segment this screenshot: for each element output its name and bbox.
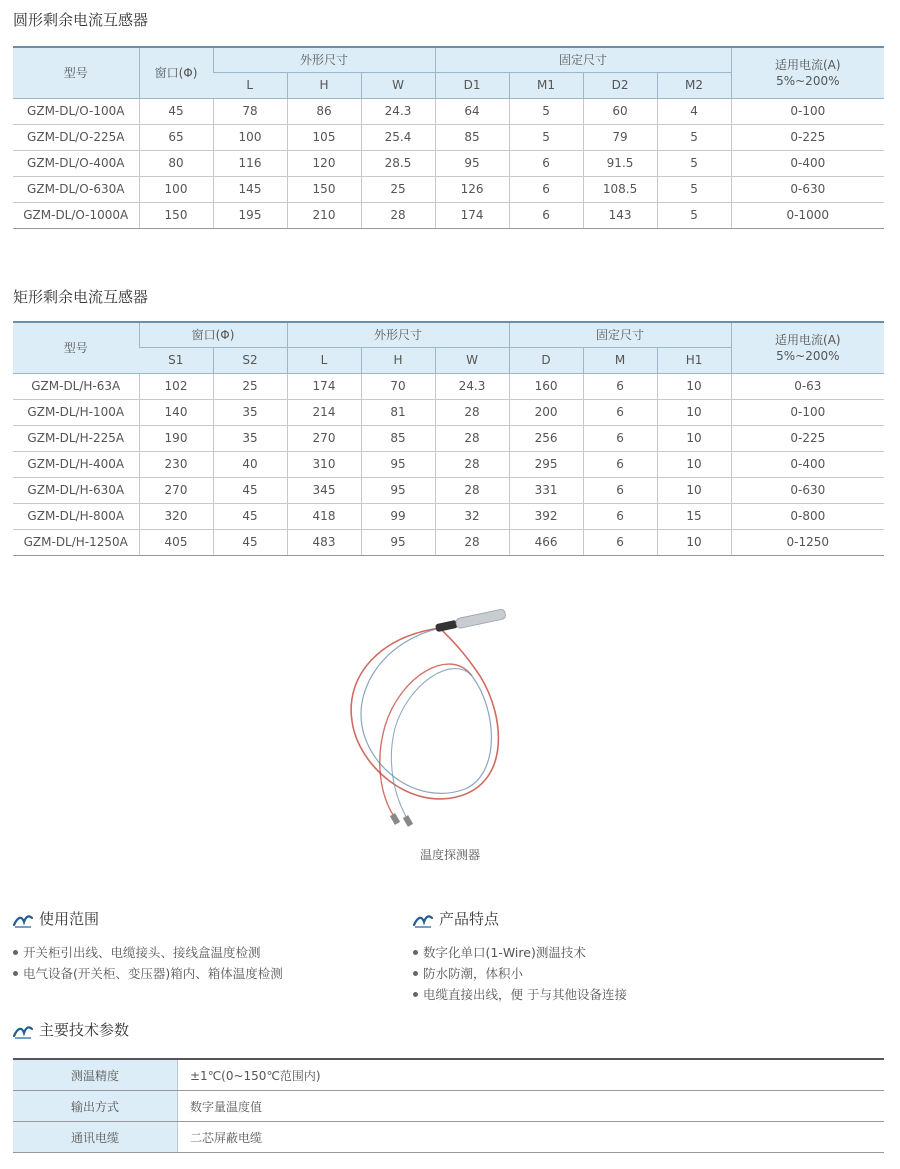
rect-value-cell: 345 bbox=[287, 477, 361, 503]
rect-value-cell: 40 bbox=[213, 451, 287, 477]
rect-value-cell: 10 bbox=[657, 399, 731, 425]
rect-value-cell: 85 bbox=[361, 425, 435, 451]
round-value-cell: 91.5 bbox=[583, 150, 657, 176]
param-key: 通讯电缆 bbox=[13, 1122, 178, 1153]
round-sub-header: L bbox=[213, 72, 287, 98]
round-header-window: 窗口(Φ) bbox=[139, 47, 213, 98]
rect-header-outer: 外形尺寸 bbox=[287, 322, 509, 347]
rect-value-cell: 0-800 bbox=[731, 503, 884, 529]
param-key: 输出方式 bbox=[13, 1091, 178, 1122]
round-model-cell: GZM-DL/O-400A bbox=[13, 150, 139, 176]
round-value-cell: 126 bbox=[435, 176, 509, 202]
rect-value-cell: 0-63 bbox=[731, 373, 884, 399]
rect-value-cell: 99 bbox=[361, 503, 435, 529]
rect-value-cell: 320 bbox=[139, 503, 213, 529]
usage-list bbox=[13, 942, 283, 984]
rect-table-row bbox=[13, 399, 884, 425]
rect-section-title: 矩形剩余电流互感器 bbox=[13, 288, 149, 306]
rect-value-cell: 331 bbox=[509, 477, 583, 503]
round-value-cell: 0-400 bbox=[731, 150, 884, 176]
rect-spec-table bbox=[13, 321, 884, 556]
round-value-cell: 28.5 bbox=[361, 150, 435, 176]
round-value-cell: 25.4 bbox=[361, 124, 435, 150]
round-value-cell: 5 bbox=[509, 98, 583, 124]
rect-value-cell: 70 bbox=[361, 373, 435, 399]
round-value-cell: 150 bbox=[139, 202, 213, 228]
rect-value-cell: 10 bbox=[657, 529, 731, 555]
round-value-cell: 28 bbox=[361, 202, 435, 228]
rect-header-model: 型号 bbox=[13, 322, 139, 373]
round-sub-header: H bbox=[287, 72, 361, 98]
rect-value-cell: 6 bbox=[583, 399, 657, 425]
round-value-cell: 0-1000 bbox=[731, 202, 884, 228]
sensor-caption: 温度探测器 bbox=[419, 848, 480, 862]
rect-value-cell: 28 bbox=[435, 425, 509, 451]
rect-table-row bbox=[13, 451, 884, 477]
rect-value-cell: 32 bbox=[435, 503, 509, 529]
rect-value-cell: 200 bbox=[509, 399, 583, 425]
rect-value-cell: 10 bbox=[657, 477, 731, 503]
round-value-cell: 0-225 bbox=[731, 124, 884, 150]
rect-value-cell: 10 bbox=[657, 425, 731, 451]
round-table-row bbox=[13, 202, 884, 228]
rect-table-row bbox=[13, 529, 884, 555]
feature-item bbox=[413, 942, 627, 963]
usage-item bbox=[13, 963, 283, 984]
rect-sub-header: W bbox=[435, 347, 509, 373]
brand-logo-icon bbox=[13, 912, 33, 928]
rect-value-cell: 95 bbox=[361, 451, 435, 477]
round-value-cell: 120 bbox=[287, 150, 361, 176]
round-value-cell: 108.5 bbox=[583, 176, 657, 202]
rect-value-cell: 0-400 bbox=[731, 451, 884, 477]
rect-value-cell: 0-1250 bbox=[731, 529, 884, 555]
rect-sub-header: S1 bbox=[139, 347, 213, 373]
rect-sub-header: M bbox=[583, 347, 657, 373]
round-value-cell: 95 bbox=[435, 150, 509, 176]
round-value-cell: 100 bbox=[213, 124, 287, 150]
rect-header-current bbox=[731, 322, 884, 373]
rect-value-cell: 28 bbox=[435, 529, 509, 555]
rect-value-cell: 230 bbox=[139, 451, 213, 477]
param-row bbox=[13, 1059, 884, 1091]
round-table-row bbox=[13, 124, 884, 150]
round-value-cell: 6 bbox=[509, 176, 583, 202]
usage-title: 使用范围 bbox=[39, 910, 100, 928]
round-table-body bbox=[13, 98, 884, 228]
rect-value-cell: 45 bbox=[213, 477, 287, 503]
round-value-cell: 195 bbox=[213, 202, 287, 228]
round-value-cell: 150 bbox=[287, 176, 361, 202]
round-value-cell: 64 bbox=[435, 98, 509, 124]
rect-value-cell: 214 bbox=[287, 399, 361, 425]
rect-model-cell: GZM-DL/H-630A bbox=[13, 477, 139, 503]
round-value-cell: 4 bbox=[657, 98, 731, 124]
rect-value-cell: 35 bbox=[213, 399, 287, 425]
rect-table-body bbox=[13, 373, 884, 555]
round-spec-table bbox=[13, 46, 884, 229]
rect-value-cell: 28 bbox=[435, 477, 509, 503]
rect-header-current-range: 5%~200% bbox=[776, 348, 840, 363]
rect-value-cell: 6 bbox=[583, 503, 657, 529]
round-value-cell: 0-100 bbox=[731, 98, 884, 124]
rect-model-cell: GZM-DL/H-1250A bbox=[13, 529, 139, 555]
round-section-title: 圆形剩余电流互感器 bbox=[13, 11, 149, 29]
rect-value-cell: 270 bbox=[139, 477, 213, 503]
rect-value-cell: 483 bbox=[287, 529, 361, 555]
round-sub-header: M1 bbox=[509, 72, 583, 98]
rect-value-cell: 81 bbox=[361, 399, 435, 425]
round-value-cell: 5 bbox=[657, 176, 731, 202]
round-value-cell: 80 bbox=[139, 150, 213, 176]
round-value-cell: 5 bbox=[657, 150, 731, 176]
round-value-cell: 5 bbox=[657, 202, 731, 228]
usage-item-text: 电气设备(开关柜、变压器)箱内、箱体温度检测 bbox=[23, 966, 283, 981]
round-value-cell: 86 bbox=[287, 98, 361, 124]
rect-value-cell: 140 bbox=[139, 399, 213, 425]
round-sub-header: M2 bbox=[657, 72, 731, 98]
features-heading bbox=[413, 908, 499, 929]
rect-value-cell: 35 bbox=[213, 425, 287, 451]
feature-item-text: 数字化单口(1-Wire)测温技术 bbox=[423, 945, 586, 960]
rect-value-cell: 392 bbox=[509, 503, 583, 529]
round-value-cell: 105 bbox=[287, 124, 361, 150]
param-row bbox=[13, 1122, 884, 1153]
round-sub-header: W bbox=[361, 72, 435, 98]
round-table-row bbox=[13, 176, 884, 202]
round-value-cell: 79 bbox=[583, 124, 657, 150]
rect-value-cell: 6 bbox=[583, 425, 657, 451]
usage-item-text: 开关柜引出线、电缆接头、接线盒温度检测 bbox=[23, 945, 261, 960]
rect-value-cell: 6 bbox=[583, 529, 657, 555]
round-value-cell: 116 bbox=[213, 150, 287, 176]
round-value-cell: 45 bbox=[139, 98, 213, 124]
round-sub-header: D2 bbox=[583, 72, 657, 98]
features-list bbox=[413, 942, 627, 1005]
rect-value-cell: 15 bbox=[657, 503, 731, 529]
rect-value-cell: 95 bbox=[361, 529, 435, 555]
round-model-cell: GZM-DL/O-1000A bbox=[13, 202, 139, 228]
rect-value-cell: 10 bbox=[657, 451, 731, 477]
rect-model-cell: GZM-DL/H-400A bbox=[13, 451, 139, 477]
round-header-model: 型号 bbox=[13, 47, 139, 98]
feature-item-text: 防水防潮，体积小 bbox=[423, 966, 524, 981]
rect-value-cell: 405 bbox=[139, 529, 213, 555]
rect-value-cell: 256 bbox=[509, 425, 583, 451]
rect-value-cell: 0-100 bbox=[731, 399, 884, 425]
round-header-fixed: 固定尺寸 bbox=[435, 47, 731, 72]
rect-header-current-label: 适用电流(A) bbox=[775, 332, 841, 347]
rect-model-cell: GZM-DL/H-800A bbox=[13, 503, 139, 529]
round-value-cell: 143 bbox=[583, 202, 657, 228]
param-value: 二芯屏蔽电缆 bbox=[178, 1122, 885, 1153]
round-table-row bbox=[13, 150, 884, 176]
rect-model-cell: GZM-DL/H-100A bbox=[13, 399, 139, 425]
usage-item bbox=[13, 942, 283, 963]
round-value-cell: 65 bbox=[139, 124, 213, 150]
rect-value-cell: 102 bbox=[139, 373, 213, 399]
rect-value-cell: 160 bbox=[509, 373, 583, 399]
rect-value-cell: 270 bbox=[287, 425, 361, 451]
round-table-row bbox=[13, 98, 884, 124]
rect-value-cell: 45 bbox=[213, 503, 287, 529]
rect-table-row bbox=[13, 425, 884, 451]
rect-value-cell: 0-225 bbox=[731, 425, 884, 451]
round-value-cell: 6 bbox=[509, 202, 583, 228]
rect-value-cell: 174 bbox=[287, 373, 361, 399]
round-header-current-range: 5%~200% bbox=[776, 73, 840, 88]
round-model-cell: GZM-DL/O-100A bbox=[13, 98, 139, 124]
round-header-current bbox=[731, 47, 884, 98]
round-model-cell: GZM-DL/O-225A bbox=[13, 124, 139, 150]
round-value-cell: 174 bbox=[435, 202, 509, 228]
round-model-cell: GZM-DL/O-630A bbox=[13, 176, 139, 202]
rect-value-cell: 6 bbox=[583, 451, 657, 477]
param-key: 测温精度 bbox=[13, 1059, 178, 1091]
round-value-cell: 25 bbox=[361, 176, 435, 202]
round-value-cell: 60 bbox=[583, 98, 657, 124]
bullet-icon bbox=[13, 950, 18, 955]
round-header-current-label: 适用电流(A) bbox=[775, 57, 841, 72]
bullet-icon bbox=[413, 971, 418, 976]
usage-heading bbox=[13, 908, 99, 929]
rect-value-cell: 0-630 bbox=[731, 477, 884, 503]
rect-sub-header: H bbox=[361, 347, 435, 373]
feature-item bbox=[413, 984, 627, 1005]
bullet-icon bbox=[413, 992, 418, 997]
features-title: 产品特点 bbox=[439, 910, 500, 928]
round-value-cell: 24.3 bbox=[361, 98, 435, 124]
rect-value-cell: 24.3 bbox=[435, 373, 509, 399]
rect-sub-header: L bbox=[287, 347, 361, 373]
param-value: ±1℃(0~150℃范围内) bbox=[178, 1059, 885, 1091]
rect-sub-header: D bbox=[509, 347, 583, 373]
rect-value-cell: 466 bbox=[509, 529, 583, 555]
round-value-cell: 0-630 bbox=[731, 176, 884, 202]
feature-item bbox=[413, 963, 627, 984]
rect-value-cell: 6 bbox=[583, 373, 657, 399]
rect-value-cell: 295 bbox=[509, 451, 583, 477]
rect-value-cell: 10 bbox=[657, 373, 731, 399]
rect-value-cell: 25 bbox=[213, 373, 287, 399]
round-value-cell: 145 bbox=[213, 176, 287, 202]
round-value-cell: 210 bbox=[287, 202, 361, 228]
rect-table-row bbox=[13, 477, 884, 503]
param-value: 数字量温度值 bbox=[178, 1091, 885, 1122]
rect-value-cell: 6 bbox=[583, 477, 657, 503]
rect-value-cell: 310 bbox=[287, 451, 361, 477]
rect-value-cell: 95 bbox=[361, 477, 435, 503]
round-value-cell: 100 bbox=[139, 176, 213, 202]
rect-sub-header: S2 bbox=[213, 347, 287, 373]
params-heading bbox=[13, 1019, 129, 1040]
bullet-icon bbox=[13, 971, 18, 976]
round-value-cell: 5 bbox=[657, 124, 731, 150]
rect-value-cell: 45 bbox=[213, 529, 287, 555]
rect-value-cell: 418 bbox=[287, 503, 361, 529]
round-sub-header: D1 bbox=[435, 72, 509, 98]
temperature-sensor-image bbox=[340, 606, 520, 836]
rect-header-window: 窗口(Φ) bbox=[139, 322, 287, 347]
rect-sub-header: H1 bbox=[657, 347, 731, 373]
rect-header-fixed: 固定尺寸 bbox=[509, 322, 731, 347]
params-title: 主要技术参数 bbox=[39, 1021, 130, 1039]
feature-item-text: 电缆直接出线，便 于与其他设备连接 bbox=[423, 987, 627, 1002]
rect-model-cell: GZM-DL/H-225A bbox=[13, 425, 139, 451]
params-table bbox=[13, 1058, 884, 1153]
brand-logo-icon bbox=[413, 912, 433, 928]
round-value-cell: 78 bbox=[213, 98, 287, 124]
brand-logo-icon bbox=[13, 1023, 33, 1039]
rect-value-cell: 28 bbox=[435, 399, 509, 425]
round-header-outer: 外形尺寸 bbox=[213, 47, 435, 72]
bullet-icon bbox=[413, 950, 418, 955]
rect-table-row bbox=[13, 503, 884, 529]
round-value-cell: 6 bbox=[509, 150, 583, 176]
rect-model-cell: GZM-DL/H-63A bbox=[13, 373, 139, 399]
round-value-cell: 5 bbox=[509, 124, 583, 150]
rect-value-cell: 28 bbox=[435, 451, 509, 477]
rect-value-cell: 190 bbox=[139, 425, 213, 451]
rect-table-row bbox=[13, 373, 884, 399]
round-value-cell: 85 bbox=[435, 124, 509, 150]
param-row bbox=[13, 1091, 884, 1122]
